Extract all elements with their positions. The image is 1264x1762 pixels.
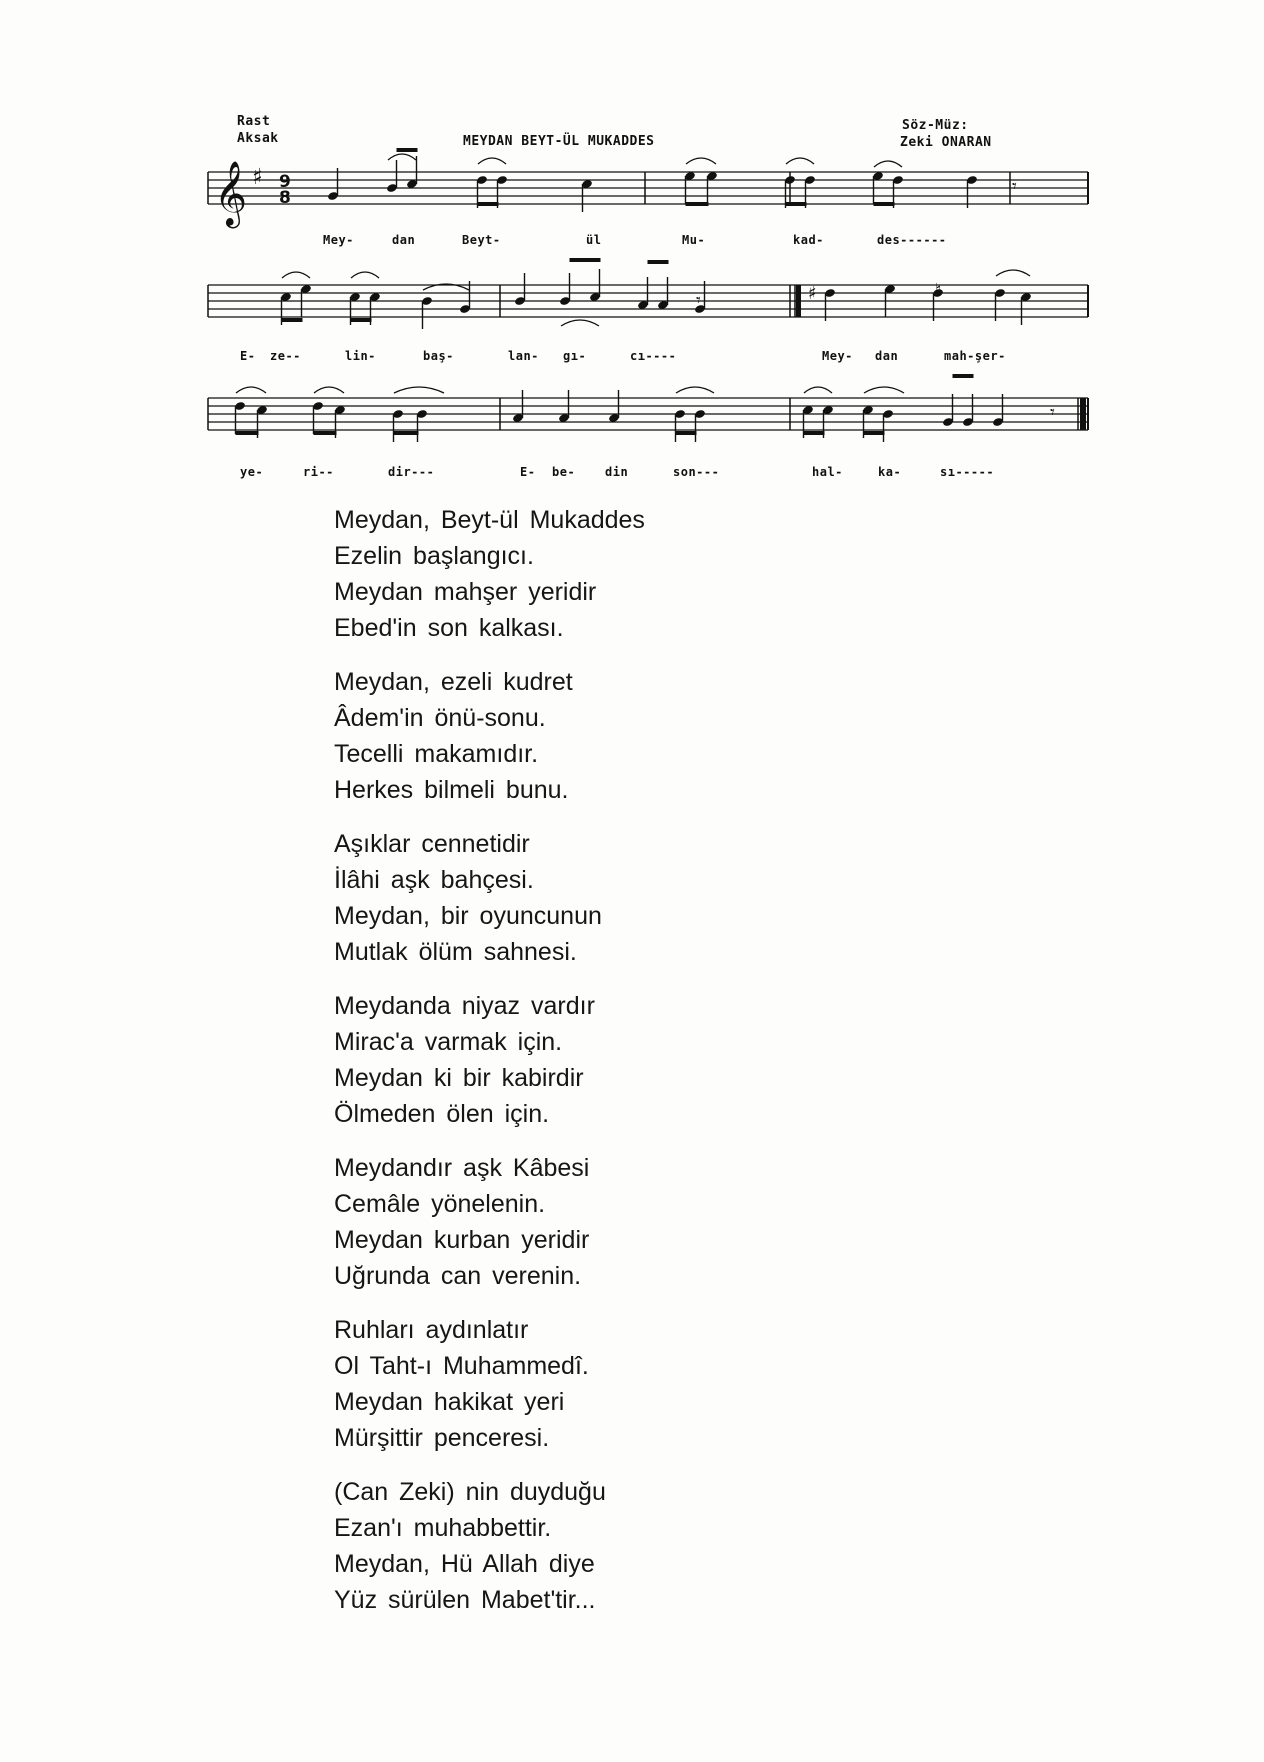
- lyric-line: Âdem'in önü-sonu.: [334, 704, 546, 732]
- note-beam: [314, 431, 337, 435]
- slur: [686, 158, 716, 164]
- lyric-line: Ruhları aydınlatır: [334, 1316, 529, 1344]
- stanza: [334, 1150, 934, 1294]
- lyric-line: Ölmeden ölen için.: [334, 1100, 550, 1128]
- eighth-rest-icon: 𝄾: [1050, 402, 1055, 423]
- note-beam: [648, 260, 669, 264]
- syllable: ül: [586, 233, 602, 247]
- slur: [314, 387, 344, 393]
- stanza: [334, 1474, 934, 1618]
- syllable: ri--: [303, 465, 334, 479]
- note-beam: [397, 148, 418, 152]
- note-beam: [874, 202, 895, 206]
- slur: [804, 387, 832, 393]
- slur: [388, 154, 416, 160]
- note-beam: [478, 202, 499, 206]
- lyric-line: Meydan, Hü Allah diye: [334, 1550, 595, 1578]
- lyric-line: Mürşittir penceresi.: [334, 1424, 550, 1452]
- syllable: Mey-: [822, 349, 853, 363]
- eighth-rest-icon: 𝄾: [1012, 176, 1017, 197]
- lyric-line: Meydanda niyaz vardır: [334, 992, 595, 1020]
- syllable: des------: [877, 233, 947, 247]
- syllable: Mu-: [682, 233, 706, 247]
- slur: [351, 272, 379, 278]
- eighth-rest-icon: 𝄾: [696, 290, 701, 311]
- lyric-line: Mutlak ölüm sahnesi.: [334, 938, 577, 966]
- lyric-line: Meydan ki bir kabirdir: [334, 1064, 584, 1092]
- lyric-line: Aşıklar cennetidir: [334, 830, 530, 858]
- lyrics-block: [334, 502, 934, 1636]
- note-beam: [236, 431, 259, 435]
- treble-clef-icon: 𝄞: [214, 161, 248, 226]
- note-beam: [686, 202, 709, 206]
- lyric-line: Tecelli makamıdır.: [334, 740, 539, 768]
- final-barline: [1080, 398, 1086, 430]
- slur: [478, 158, 506, 164]
- lyric-line: Ebed'in son kalkası.: [334, 614, 564, 642]
- note-beam: [953, 374, 974, 378]
- slur: [394, 387, 444, 393]
- syllable: be-: [552, 465, 576, 479]
- makam-label: Rast: [237, 114, 271, 129]
- lyric-line: Uğrunda can verenin.: [334, 1262, 582, 1290]
- syllable: dan: [875, 349, 899, 363]
- lyric-line: İlâhi aşk bahçesi.: [334, 866, 534, 894]
- syllable: mah-şer-: [944, 349, 1006, 363]
- syllable: kad-: [793, 233, 824, 247]
- credit-label: Söz-Müz:: [902, 118, 969, 133]
- stanza: [334, 664, 934, 808]
- lyric-line: Cemâle yönelenin.: [334, 1190, 546, 1218]
- slur: [864, 387, 904, 393]
- stanza: [334, 1312, 934, 1456]
- slur: [236, 387, 266, 393]
- lyric-line: Meydan kurban yeridir: [334, 1226, 590, 1254]
- slur: [996, 270, 1030, 276]
- time-signature-bottom: 8: [279, 188, 291, 208]
- stanza: [334, 826, 934, 970]
- syllable: lan-: [508, 349, 539, 363]
- sharp-icon: ♯: [808, 283, 817, 304]
- slur: [676, 387, 714, 393]
- lyric-line: Meydan, ezeli kudret: [334, 668, 573, 696]
- syllable: E-: [520, 465, 536, 479]
- syllable: ka-: [878, 465, 902, 479]
- note-beam: [786, 202, 807, 206]
- lyric-line: Ezan'ı muhabbettir.: [334, 1514, 552, 1542]
- lyric-line: Mirac'a varmak için.: [334, 1028, 563, 1056]
- lyric-line: Ezelin başlangıcı.: [334, 542, 534, 570]
- slur: [786, 158, 814, 164]
- syllable: din: [605, 465, 629, 479]
- note-beam: [864, 431, 885, 435]
- syllable: E-: [240, 349, 256, 363]
- syllable: ze--: [270, 349, 301, 363]
- repeat-barline: [796, 285, 801, 317]
- syllable: gı-: [563, 349, 587, 363]
- note-beam: [282, 318, 303, 322]
- note-beam: [804, 431, 825, 435]
- syllable: sı-----: [940, 465, 995, 479]
- syllable: hal-: [812, 465, 843, 479]
- syllable: dan: [392, 233, 416, 247]
- composer-name: Zeki ONARAN: [900, 135, 992, 150]
- lyric-line: Meydan mahşer yeridir: [334, 578, 597, 606]
- natural-icon: ♮: [935, 280, 942, 301]
- note-beam: [570, 258, 601, 262]
- time-signature-top: 9: [279, 172, 291, 192]
- slur: [282, 272, 310, 278]
- syllable: Beyt-: [462, 233, 501, 247]
- syllable: ye-: [240, 465, 264, 479]
- syllable: cı----: [630, 349, 677, 363]
- slur: [561, 320, 599, 326]
- stanza: [334, 502, 934, 646]
- syllable: dir---: [388, 465, 435, 479]
- syllable: baş-: [423, 349, 454, 363]
- note-beam: [351, 318, 372, 322]
- lyric-line: Meydan, bir oyuncunun: [334, 902, 602, 930]
- stanza: [334, 988, 934, 1132]
- lyric-line: Meydan hakikat yeri: [334, 1388, 565, 1416]
- syllable: lin-: [345, 349, 376, 363]
- usul-label: Aksak: [237, 131, 279, 146]
- syllable: Mey-: [323, 233, 354, 247]
- music-score: [0, 0, 1264, 500]
- lyric-line: (Can Zeki) nin duyduğu: [334, 1478, 606, 1506]
- note-beam: [676, 431, 697, 435]
- lyric-line: Meydan, Beyt-ül Mukaddes: [334, 506, 645, 534]
- lyric-line: Herkes bilmeli bunu.: [334, 776, 569, 804]
- lyric-line: Meydandır aşk Kâbesi: [334, 1154, 590, 1182]
- lyric-line: Ol Taht-ı Muhammedî.: [334, 1352, 589, 1380]
- note-beam: [394, 431, 419, 435]
- slur: [874, 161, 902, 167]
- song-title: MEYDAN BEYT-ÜL MUKADDES: [463, 134, 655, 149]
- syllable: son---: [673, 465, 720, 479]
- sharp-icon: ♯: [252, 165, 263, 190]
- lyric-line: Yüz sürülen Mabet'tir...: [334, 1586, 596, 1614]
